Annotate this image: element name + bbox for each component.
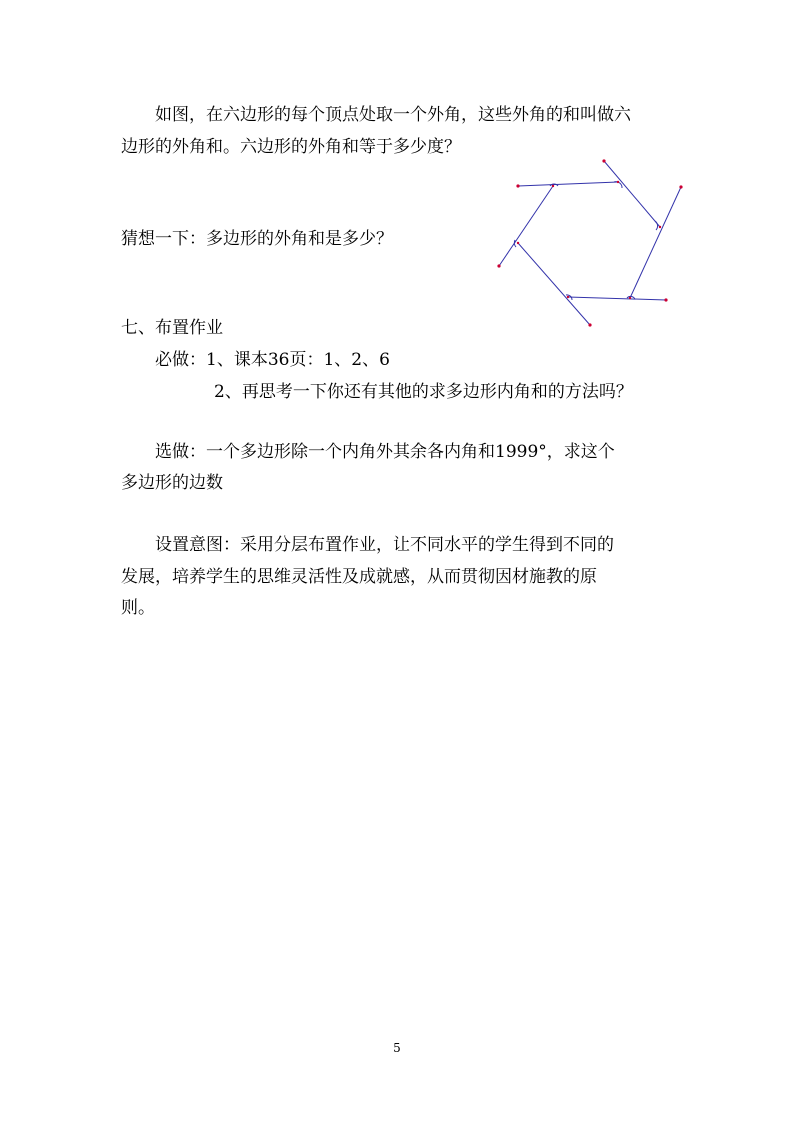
vertex-dot: [567, 296, 569, 298]
hexagon-side-line: [518, 243, 590, 325]
paragraph-line: 猜想一下：多边形的外角和是多少？: [121, 229, 393, 249]
paragraph-line: 边形的外角和。六边形的外角和等于多少度？: [121, 137, 461, 157]
vertex-dot: [617, 181, 619, 183]
homework-optional-line: 多边形的边数: [121, 473, 223, 493]
endpoint-dot: [602, 159, 605, 162]
hexagon-side-line: [499, 186, 553, 266]
vertex-dot: [629, 297, 631, 299]
hexagon-side-line: [630, 187, 681, 298]
homework-optional-line: 选做：一个多边形除一个内角外其余各内角和1999°，求这个: [121, 442, 615, 462]
hexagon-side-line: [518, 182, 618, 186]
exterior-angle-arc: [655, 221, 658, 230]
homework-required-2: 2、再思考一下你还有其他的求多边形内角和的方法吗？: [214, 382, 633, 402]
vertex-dot: [659, 226, 661, 228]
vertex-dot: [552, 185, 554, 187]
paragraph-line: 如图，在六边形的每个顶点处取一个外角，这些外角的和叫做六: [121, 105, 631, 125]
design-intent-line: 发展，培养学生的思维灵活性及成就感，从而贯彻因材施教的原: [121, 567, 597, 587]
page-number: 5: [393, 1041, 401, 1055]
section-title: 七、布置作业: [121, 318, 223, 338]
hexagon-side-line: [568, 297, 666, 300]
endpoint-dot: [516, 184, 519, 187]
vertex-dot: [517, 242, 519, 244]
design-intent-line: 设置意图：采用分层布置作业，让不同水平的学生得到不同的: [121, 535, 614, 555]
endpoint-dot: [588, 323, 591, 326]
endpoint-dot: [679, 185, 682, 188]
design-intent-line: 则。: [121, 598, 155, 618]
hexagon-exterior-angle-figure: [492, 155, 692, 330]
hexagon-side-line: [604, 161, 660, 227]
homework-required-1: 必做：1、课本36页：1、2、6: [121, 350, 390, 370]
endpoint-dot: [497, 264, 500, 267]
endpoint-dot: [664, 298, 667, 301]
